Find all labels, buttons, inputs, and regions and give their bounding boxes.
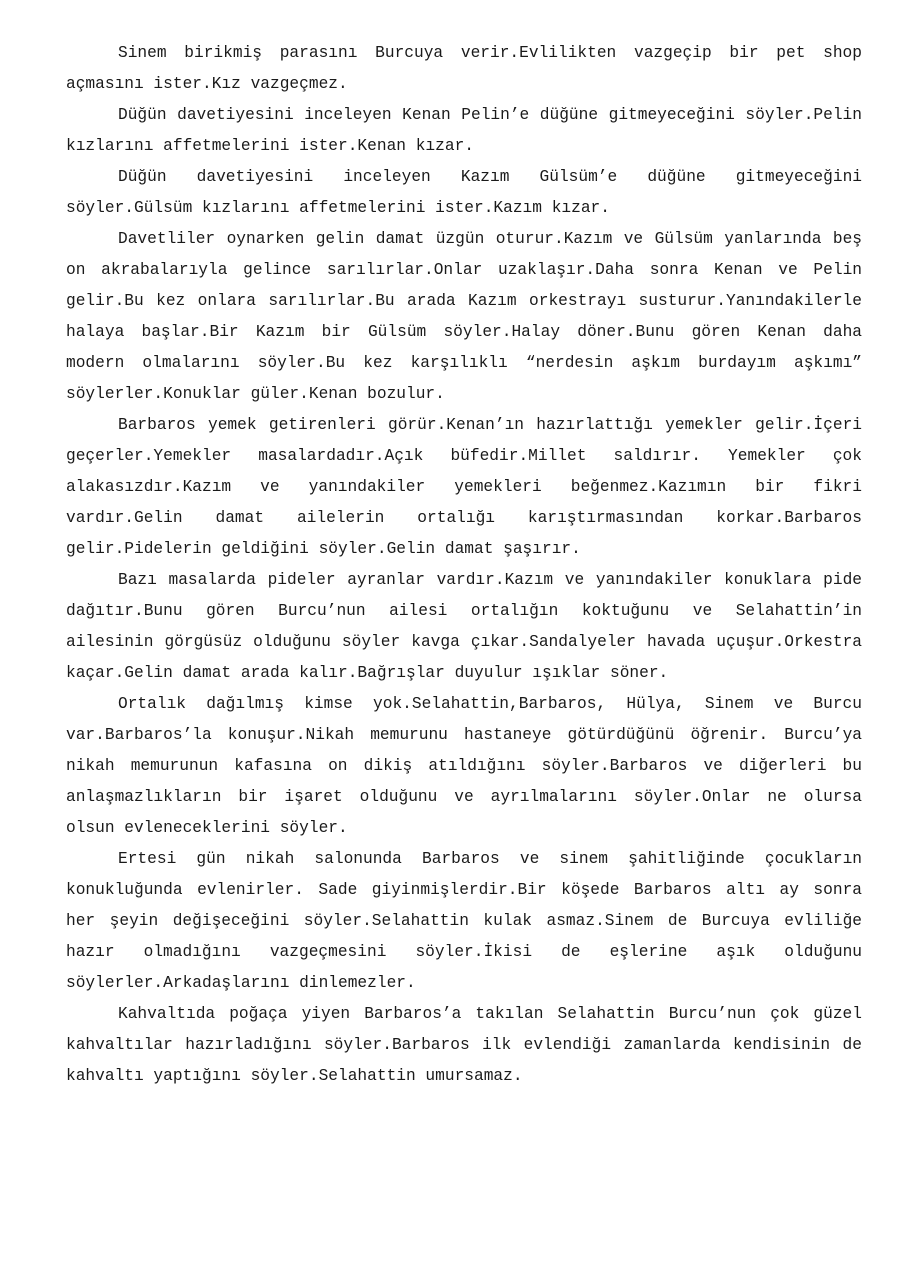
paragraph-4: Davetliler oynarken gelin damat üzgün oturur.Kazım ve Gülsüm yanlarında beş on akrabalarıyla gelince sarılırlar.Onlar uzaklaşır.Daha sonra Kenan ve Pelin gelir.Bu kez onlara sarılırlar.Bu arada Kazım orkestrayı susturur.Yanındakilerle halaya başlar.Bir Kazım bir Gülsüm söyler.Halay döner.Bunu gören Kenan daha modern olmalarını söyler.Bu kez karşılıklı “nerdesin aşkım burdayım aşkımı” söylerler.Konuklar güler.Kenan bozulur. [66,230,862,403]
paragraph-1: Sinem birikmiş parasını Burcuya verir.Evlilikten vazgeçip bir pet shop açmasını ister.Kız vazgeçmez. [66,44,862,93]
paragraph-9: Kahvaltıda poğaça yiyen Barbaros’a takılan Selahattin Burcu’nun çok güzel kahvaltılar hazırladığını söyler.Barbaros ilk evlendiği zamanlarda kendisinin de kahvaltı yaptığını söyler.Selahattin umursamaz. [66,1005,862,1085]
paragraph-6: Bazı masalarda pideler ayranlar vardır.Kazım ve yanındakiler konuklara pide dağıtır.Bunu gören Burcu’nun ailesi ortalığın koktuğunu ve Selahattin’in ailesinin görgüsüz olduğunu söyler kavga çıkar.Sandalyeler havada uçuşur.Orkestra kaçar.Gelin damat arada kalır.Bağrışlar duyulur ışıklar söner. [66,571,862,682]
paragraph-7: Ortalık dağılmış kimse yok.Selahattin,Barbaros, Hülya, Sinem ve Burcu var.Barbaros’la konuşur.Nikah memurunu hastaneye götürdüğünü öğrenir. Burcu’ya nikah memurunun kafasına on dikiş atıldığını söyler.Barbaros ve diğerleri bu anlaşmazlıkların bir işaret olduğunu ve ayrılmalarını söyler.Onlar ne olursa olsun evleneceklerini söyler. [66,695,862,837]
paragraph-5: Barbaros yemek getirenleri görür.Kenan’ın hazırlattığı yemekler gelir.İçeri geçerler.Yemekler masalardadır.Açık büfedir.Millet saldırır. Yemekler çok alakasızdır.Kazım ve yanındakiler yemekleri beğenmez.Kazımın bir fikri vardır.Gelin damat ailelerin ortalığı karıştırmasından korkar.Barbaros gelir.Pidelerin geldiğini söyler.Gelin damat şaşırır. [66,416,862,558]
paragraph-3: Düğün davetiyesini inceleyen Kazım Gülsüm’e düğüne gitmeyeceğini söyler.Gülsüm kızlarını affetmelerini ister.Kazım kızar. [66,168,862,217]
document-page [66,38,862,1092]
paragraph-2: Düğün davetiyesini inceleyen Kenan Pelin’e düğüne gitmeyeceğini söyler.Pelin kızlarını affetmelerini ister.Kenan kızar. [66,106,862,155]
paragraph-8: Ertesi gün nikah salonunda Barbaros ve sinem şahitliğinde çocukların konukluğunda evlenirler. Sade giyinmişlerdir.Bir köşede Barbaros altı ay sonra her şeyin değişeceğini söyler.Selahattin kulak asmaz.Sinem de Burcuya evliliğe hazır olmadığını vazgeçmesini söyler.İkisi de eşlerine aşık olduğunu söylerler.Arkadaşlarını dinlemezler. [66,850,862,992]
